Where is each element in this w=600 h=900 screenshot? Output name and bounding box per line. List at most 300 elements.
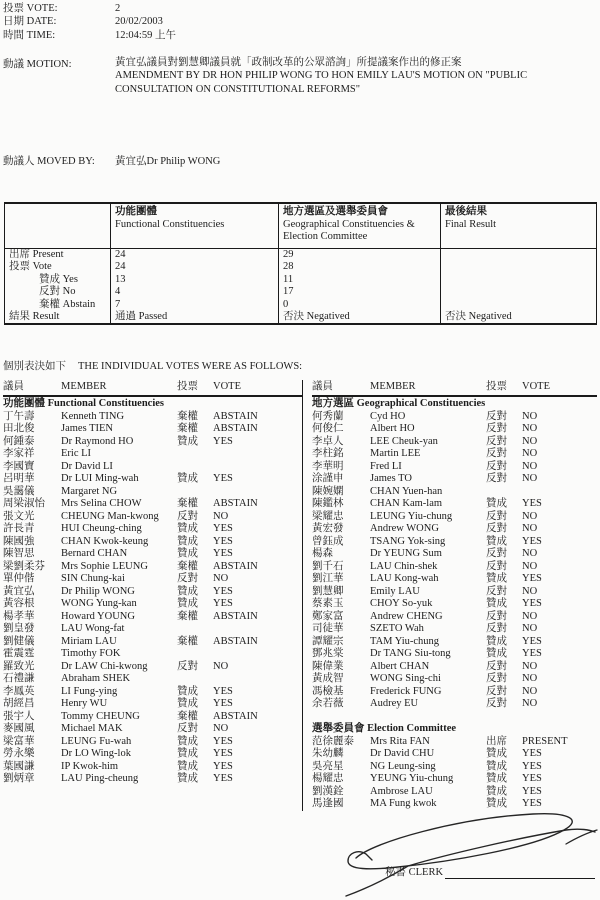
summary-row — [5, 311, 597, 324]
member-name-cn: 陳鑑林 — [312, 498, 344, 509]
member-vote-row — [3, 411, 302, 424]
summary-row-label: 贊成 Yes — [39, 273, 78, 285]
summary-geographical-value: 29 — [279, 249, 441, 262]
vote-col-header-en: VOTE — [213, 381, 241, 392]
member-name-en: Eric LI — [61, 448, 92, 459]
member-vote-row — [312, 698, 597, 711]
votes-table-header — [312, 380, 597, 397]
member-name-en: Dr Raymond HO — [61, 435, 134, 447]
member-vote-row — [3, 536, 302, 549]
member-name-en: Miriam LAU — [61, 635, 117, 647]
member-vote-cn: 反對 — [486, 673, 507, 684]
vote-number-value: 2 — [115, 3, 121, 14]
member-vote-cn: 反對 — [486, 523, 507, 534]
member-name-en: Mrs Rita FAN — [370, 735, 430, 747]
member-vote-cn — [177, 461, 213, 474]
member-vote-row — [3, 511, 302, 524]
member-vote-en — [213, 486, 302, 499]
member-vote-row — [312, 536, 597, 549]
member-vote-cn: 反對 — [486, 460, 507, 472]
member-vote-en: NO — [522, 510, 538, 522]
member-vote-row — [3, 461, 302, 474]
summary-col-final-result — [441, 203, 597, 249]
member-vote-en: ABSTAIN — [213, 610, 258, 622]
member-vote-row — [3, 748, 302, 761]
member-name-cn: 張文光 — [3, 510, 35, 522]
member-vote-row — [312, 398, 597, 411]
member-vote-row — [312, 736, 597, 749]
member-name-en: Dr LO Wing-lok — [61, 748, 131, 759]
member-vote-row — [3, 773, 302, 786]
moved-by-label: 動議人 MOVED BY: — [3, 156, 95, 167]
member-name-cn: 譚耀宗 — [312, 635, 344, 647]
member-vote-cn: 贊成 — [486, 598, 507, 609]
member-vote-cn: 贊成 — [177, 435, 198, 447]
member-name-en: Dr YEUNG Sum — [370, 548, 442, 559]
member-vote-row — [312, 598, 597, 611]
member-vote-en: NO — [522, 473, 538, 484]
member-vote-row — [3, 398, 302, 411]
member-name-cn: 陳智思 — [3, 548, 35, 559]
summary-geographical-value: 28 — [279, 261, 441, 273]
member-vote-row — [3, 561, 302, 574]
member-vote-row — [312, 436, 597, 449]
member-vote-en: ABSTAIN — [213, 498, 258, 509]
member-name-en: CHAN Kam-lam — [370, 498, 443, 509]
member-name-en: Albert HO — [370, 423, 415, 434]
geographical-header-en: Geographical Constituencies & Election Committee — [283, 218, 415, 243]
member-vote-cn: 棄權 — [177, 635, 198, 647]
member-vote-row — [312, 411, 597, 424]
member-vote-en: NO — [522, 523, 538, 534]
functional-header-cn: 功能團體 — [115, 206, 157, 217]
member-name-cn: 楊森 — [312, 548, 333, 559]
member-vote-cn: 反對 — [486, 548, 507, 559]
member-vote-en — [213, 461, 302, 474]
member-name-en: Bernard CHAN — [61, 548, 128, 559]
member-name-cn: 何俊仁 — [312, 423, 344, 434]
member-name-cn: 劉漢銓 — [312, 785, 344, 797]
member-vote-en: YES — [522, 748, 542, 759]
member-vote-row — [3, 623, 302, 636]
member-name-cn: 陳偉業 — [312, 660, 344, 672]
summary-final-value — [441, 274, 597, 286]
member-vote-cn — [177, 486, 213, 499]
vote-col-header-cn: 投票 — [177, 381, 198, 392]
member-name-en: Ambrose LAU — [370, 785, 433, 797]
member-vote-en: YES — [522, 798, 542, 809]
member-name-en: Dr David LI — [61, 460, 113, 472]
member-vote-en: YES — [213, 473, 233, 484]
member-name-cn: 梁劉柔芬 — [3, 560, 45, 572]
member-name-cn: 劉慧卿 — [312, 585, 344, 597]
summary-geographical-value: 否決 Negatived — [279, 311, 441, 324]
member-vote-cn: 反對 — [486, 510, 507, 522]
member-vote-row — [3, 636, 302, 649]
member-name-en: Tommy CHEUNG — [61, 710, 140, 722]
member-name-en: LAU Chin-shek — [370, 560, 438, 572]
summary-row — [5, 286, 597, 298]
member-vote-cn: 棄權 — [177, 710, 198, 722]
summary-functional-value: 通過 Passed — [111, 311, 279, 324]
summary-row-label: 出席 Present — [9, 249, 64, 260]
vote-columns — [3, 380, 597, 811]
member-vote-cn: 贊成 — [486, 748, 507, 759]
member-vote-en: YES — [213, 435, 233, 447]
member-name-cn: 曾鈺成 — [312, 535, 344, 547]
summary-functional-value: 24 — [111, 249, 279, 262]
member-name-cn: 梁富華 — [3, 735, 35, 747]
member-vote-en: YES — [213, 598, 233, 609]
geographical-header-cn: 地方選區及選舉委員會 — [283, 206, 388, 217]
member-name-cn: 李鳳英 — [3, 685, 35, 697]
member-vote-row — [312, 423, 597, 436]
member-vote-en: YES — [522, 498, 542, 509]
member-name-cn: 楊孝華 — [3, 610, 35, 622]
member-name-cn: 涂謹申 — [312, 473, 344, 484]
member-vote-row — [3, 723, 302, 736]
member-name-en: James TIEN — [61, 423, 114, 434]
member-vote-row — [3, 423, 302, 436]
member-name-en: LI Fung-ying — [61, 685, 118, 697]
member-vote-en: NO — [213, 660, 229, 672]
member-vote-row — [312, 786, 597, 799]
motion-label: 動議 MOTION: — [3, 59, 72, 70]
summary-final-value — [441, 299, 597, 311]
member-vote-en — [213, 648, 302, 661]
individual-votes-intro — [3, 360, 597, 373]
member-name-cn: 選舉委員會 Election Committee — [312, 723, 457, 734]
member-vote-en: YES — [522, 773, 542, 784]
member-vote-row — [3, 648, 302, 661]
member-name-cn: 黃容根 — [3, 598, 35, 609]
summary-final-value: 否決 Negatived — [441, 311, 597, 324]
motion-text-english: AMENDMENT BY DR HON PHILIP WONG TO HON EMILY LAU'S MOTION ON "PUBLIC CONSULTATION ON CONSTITUTIONAL REFORMS" — [115, 70, 528, 95]
member-name-cn: 余若薇 — [312, 698, 344, 709]
member-vote-cn — [486, 486, 522, 499]
member-vote-en: NO — [522, 560, 538, 572]
member-name-en: Kenneth TING — [61, 410, 125, 422]
member-vote-en: NO — [522, 623, 538, 634]
member-name-en: IP Kwok-him — [61, 760, 119, 772]
member-name-cn: 地方選區 Geographical Constituencies — [312, 398, 486, 409]
member-vote-cn: 反對 — [177, 660, 198, 672]
member-vote-en: NO — [522, 660, 538, 672]
member-vote-en: NO — [522, 685, 538, 697]
member-vote-en: YES — [522, 648, 542, 659]
member-vote-cn: 贊成 — [177, 473, 198, 484]
member-vote-row — [3, 436, 302, 449]
member-vote-en — [522, 486, 597, 499]
member-name-cn: 許長青 — [3, 523, 35, 534]
member-name-cn: 李卓人 — [312, 435, 344, 447]
member-vote-en: NO — [522, 410, 538, 422]
member-vote-cn: 反對 — [486, 623, 507, 634]
member-name-en: CHAN Yuen-han — [370, 485, 443, 497]
member-name-en: Margaret NG — [61, 485, 118, 497]
member-name-en: James TO — [370, 473, 412, 484]
member-vote-cn: 贊成 — [177, 598, 198, 609]
member-vote-cn — [177, 448, 213, 461]
clerk-signature-line — [385, 867, 595, 879]
member-name-cn: 丁午壽 — [3, 410, 35, 422]
summary-row — [5, 274, 597, 286]
summary-col-functional — [111, 203, 279, 249]
member-vote-row — [312, 723, 597, 736]
summary-row — [5, 261, 597, 273]
member-vote-cn: 贊成 — [177, 748, 198, 759]
summary-row-label: 結果 Result — [9, 311, 60, 323]
member-name-cn: 劉千石 — [312, 560, 344, 572]
member-name-en: Mrs Selina CHOW — [61, 498, 142, 509]
vote-col-header-cn: 投票 — [486, 381, 507, 392]
member-vote-en: NO — [522, 435, 538, 447]
member-vote-row — [3, 486, 302, 499]
member-name-en: LEUNG Yiu-chung — [370, 510, 453, 522]
member-name-cn: 劉炳章 — [3, 773, 35, 784]
member-name-cn: 范徐麗泰 — [312, 735, 354, 747]
member-vote-cn: 反對 — [177, 573, 198, 584]
member-name-en: WONG Yung-kan — [61, 598, 137, 609]
member-vote-row — [3, 761, 302, 774]
member-vote-cn: 反對 — [177, 723, 198, 734]
member-vote-en: PRESENT — [522, 735, 568, 747]
member-name-en: Michael MAK — [61, 723, 123, 734]
member-vote-cn: 贊成 — [177, 548, 198, 559]
member-name-cn: 楊耀忠 — [312, 773, 344, 784]
member-name-cn: 李華明 — [312, 460, 344, 472]
member-name-en: LEE Cheuk-yan — [370, 435, 438, 447]
member-name-cn: 功能團體 Functional Constituencies — [3, 398, 165, 409]
member-vote-cn: 贊成 — [177, 698, 198, 709]
member-vote-row — [3, 523, 302, 536]
member-name-cn: 李國寶 — [3, 460, 35, 472]
member-vote-cn: 反對 — [486, 685, 507, 697]
summary-geographical-value: 17 — [279, 286, 441, 298]
individual-votes-section — [3, 360, 597, 811]
member-name-cn: 劉江華 — [312, 573, 344, 584]
member-vote-row — [3, 673, 302, 686]
summary-table — [4, 202, 597, 325]
member-vote-row — [312, 798, 597, 811]
member-vote-cn — [177, 673, 213, 686]
member-name-en: Mrs Sophie LEUNG — [61, 560, 148, 572]
member-name-en: Howard YOUNG — [61, 610, 135, 622]
motion-text-chinese: 黃宜弘議員對劉慧卿議員就「政制改革的公眾諮詢」所提議案作出的修正案 — [115, 57, 462, 68]
signature-underline — [445, 867, 595, 879]
member-vote-cn: 贊成 — [177, 585, 198, 597]
member-name-cn: 陳婉嫻 — [312, 485, 344, 497]
member-name-cn: 吳亮星 — [312, 760, 344, 772]
member-name-cn: 單仲偕 — [3, 573, 35, 584]
summary-final-value — [441, 249, 597, 262]
member-name-en: Dr LAW Chi-kwong — [61, 660, 148, 672]
member-col-header-cn: 議員 — [312, 381, 333, 392]
member-vote-cn: 贊成 — [486, 648, 507, 659]
moved-by-block — [3, 155, 220, 168]
member-vote-row — [3, 661, 302, 674]
final-result-header-en: Final Result — [445, 218, 497, 230]
member-vote-en: NO — [522, 548, 538, 559]
member-vote-row — [312, 511, 597, 524]
member-vote-cn: 反對 — [486, 448, 507, 459]
member-name-en: LAU Wong-fat — [61, 623, 125, 634]
member-vote-en: YES — [213, 685, 233, 697]
member-name-en: Henry WU — [61, 698, 108, 709]
member-vote-row — [3, 586, 302, 599]
member-vote-cn: 贊成 — [177, 535, 198, 547]
member-vote-row — [312, 486, 597, 499]
member-name-en: WONG Sing-chi — [370, 673, 441, 684]
member-name-cn: 馮檢基 — [312, 685, 344, 697]
member-name-cn: 羅致光 — [3, 660, 35, 672]
date-value: 20/02/2003 — [115, 16, 163, 28]
summary-header-row — [5, 203, 597, 249]
member-name-en: CHAN Kwok-keung — [61, 535, 149, 547]
member-vote-row — [312, 573, 597, 586]
member-vote-cn: 贊成 — [177, 760, 198, 772]
member-vote-en — [213, 623, 302, 636]
member-name-cn: 蔡素玉 — [312, 598, 344, 609]
member-vote-en: YES — [213, 535, 233, 547]
vote-number-label: 投票 VOTE: — [3, 3, 58, 14]
member-name-en: Dr LUI Ming-wah — [61, 473, 139, 484]
summary-row — [5, 299, 597, 311]
member-vote-en: YES — [213, 773, 233, 784]
member-vote-row — [312, 461, 597, 474]
member-name-cn: 周梁淑怡 — [3, 498, 45, 509]
member-name-en: Fred LI — [370, 460, 402, 472]
member-name-cn: 霍震霆 — [3, 648, 35, 659]
member-name-en: Timothy FOK — [61, 648, 121, 659]
member-vote-en: YES — [522, 573, 542, 584]
member-vote-row — [312, 548, 597, 561]
member-vote-row — [312, 686, 597, 699]
member-name-en: Cyd HO — [370, 410, 406, 422]
member-name-cn: 麥國風 — [3, 723, 35, 734]
member-vote-cn: 反對 — [486, 585, 507, 597]
member-vote-en: ABSTAIN — [213, 635, 258, 647]
member-vote-cn: 反對 — [486, 560, 507, 572]
member-vote-cn: 棄權 — [177, 560, 198, 572]
member-name-en: CHEUNG Man-kwong — [61, 510, 159, 522]
member-name-en: HUI Cheung-ching — [61, 523, 142, 534]
summary-col-geographical — [279, 203, 441, 249]
member-name-cn: 李柱銘 — [312, 448, 344, 459]
member-vote-en: YES — [522, 598, 542, 609]
member-name-cn: 陳國強 — [3, 535, 35, 547]
member-name-en: Andrew CHENG — [370, 610, 443, 622]
member-vote-en: YES — [522, 535, 542, 547]
member-vote-row — [3, 448, 302, 461]
member-name-en: Frederick FUNG — [370, 685, 442, 697]
member-name-cn: 司徒華 — [312, 623, 344, 634]
member-vote-en: YES — [213, 585, 233, 597]
member-vote-cn: 反對 — [486, 435, 507, 447]
clerk-label: 秘書 CLERK — [385, 867, 444, 878]
member-vote-cn: 贊成 — [177, 735, 198, 747]
member-name-cn: 鄧兆棠 — [312, 648, 344, 659]
member-vote-row — [312, 473, 597, 486]
member-vote-cn: 反對 — [486, 410, 507, 422]
summary-final-value — [441, 261, 597, 273]
summary-row — [5, 249, 597, 262]
member-name-en: Emily LAU — [370, 585, 420, 597]
member-name-cn: 黃成智 — [312, 673, 344, 684]
member-vote-cn — [177, 648, 213, 661]
member-name-en: SIN Chung-kai — [61, 573, 125, 584]
time-value: 12:04:59 上午 — [115, 29, 176, 41]
member-vote-cn: 贊成 — [486, 760, 507, 772]
member-name-cn: 朱幼麟 — [312, 748, 344, 759]
member-vote-en: YES — [213, 523, 233, 534]
individual-votes-intro-cn: 個別表決如下 — [3, 361, 66, 372]
member-name-en: LAU Kong-wah — [370, 573, 439, 584]
member-vote-cn: 反對 — [486, 660, 507, 672]
geographical-votes-table — [302, 380, 597, 811]
member-name-en: Abraham SHEK — [61, 673, 131, 684]
summary-corner-cell — [5, 203, 111, 249]
member-vote-en: NO — [213, 573, 229, 584]
member-vote-cn: 贊成 — [177, 773, 198, 784]
individual-votes-intro-en: THE INDIVIDUAL VOTES WERE AS FOLLOWS: — [78, 361, 303, 372]
member-name-en: YEUNG Yiu-chung — [370, 773, 454, 784]
summary-functional-value: 4 — [111, 286, 279, 298]
member-vote-cn: 贊成 — [486, 498, 507, 509]
member-vote-row — [312, 661, 597, 674]
member-vote-en: NO — [522, 423, 538, 434]
member-vote-cn: 反對 — [486, 423, 507, 434]
functional-votes-table — [3, 380, 302, 786]
member-vote-row — [312, 748, 597, 761]
member-name-cn: 何鍾泰 — [3, 435, 35, 447]
member-vote-en: YES — [213, 548, 233, 559]
member-vote-en: ABSTAIN — [213, 410, 258, 422]
time-label: 時間 TIME: — [3, 29, 56, 41]
member-name-cn: 張宇人 — [3, 710, 35, 722]
motion-text — [115, 56, 597, 96]
vote-number-row — [3, 2, 176, 15]
member-vote-cn: 贊成 — [486, 785, 507, 797]
member-col-header-cn: 議員 — [3, 381, 24, 392]
member-vote-row — [312, 623, 597, 636]
member-vote-row — [3, 498, 302, 511]
member-vote-en: NO — [522, 610, 538, 622]
member-vote-en: YES — [522, 760, 542, 772]
member-name-en: Dr David CHU — [370, 748, 435, 759]
member-name-en: LEUNG Fu-wah — [61, 735, 132, 747]
final-result-header-cn: 最後結果 — [445, 206, 487, 217]
date-row — [3, 15, 176, 28]
member-name-cn: 吳靄儀 — [3, 485, 35, 497]
member-vote-en: NO — [213, 723, 229, 734]
member-name-cn: 馬逢國 — [312, 798, 344, 809]
member-vote-row — [312, 673, 597, 686]
member-vote-cn: 贊成 — [486, 635, 507, 647]
member-vote-row — [312, 523, 597, 536]
document-header — [3, 2, 176, 42]
member-vote-row — [3, 711, 302, 724]
member-vote-cn: 贊成 — [177, 685, 198, 697]
member-name-en: LAU Ping-cheung — [61, 773, 139, 784]
member-name-cn: 劉健儀 — [3, 635, 35, 647]
member-vote-en: ABSTAIN — [213, 423, 258, 434]
member-vote-row — [312, 636, 597, 649]
summary-functional-value: 13 — [111, 274, 279, 286]
member-vote-cn: 出席 — [486, 735, 507, 747]
member-name-en: Andrew WONG — [370, 523, 439, 534]
member-vote-en: YES — [522, 785, 542, 797]
